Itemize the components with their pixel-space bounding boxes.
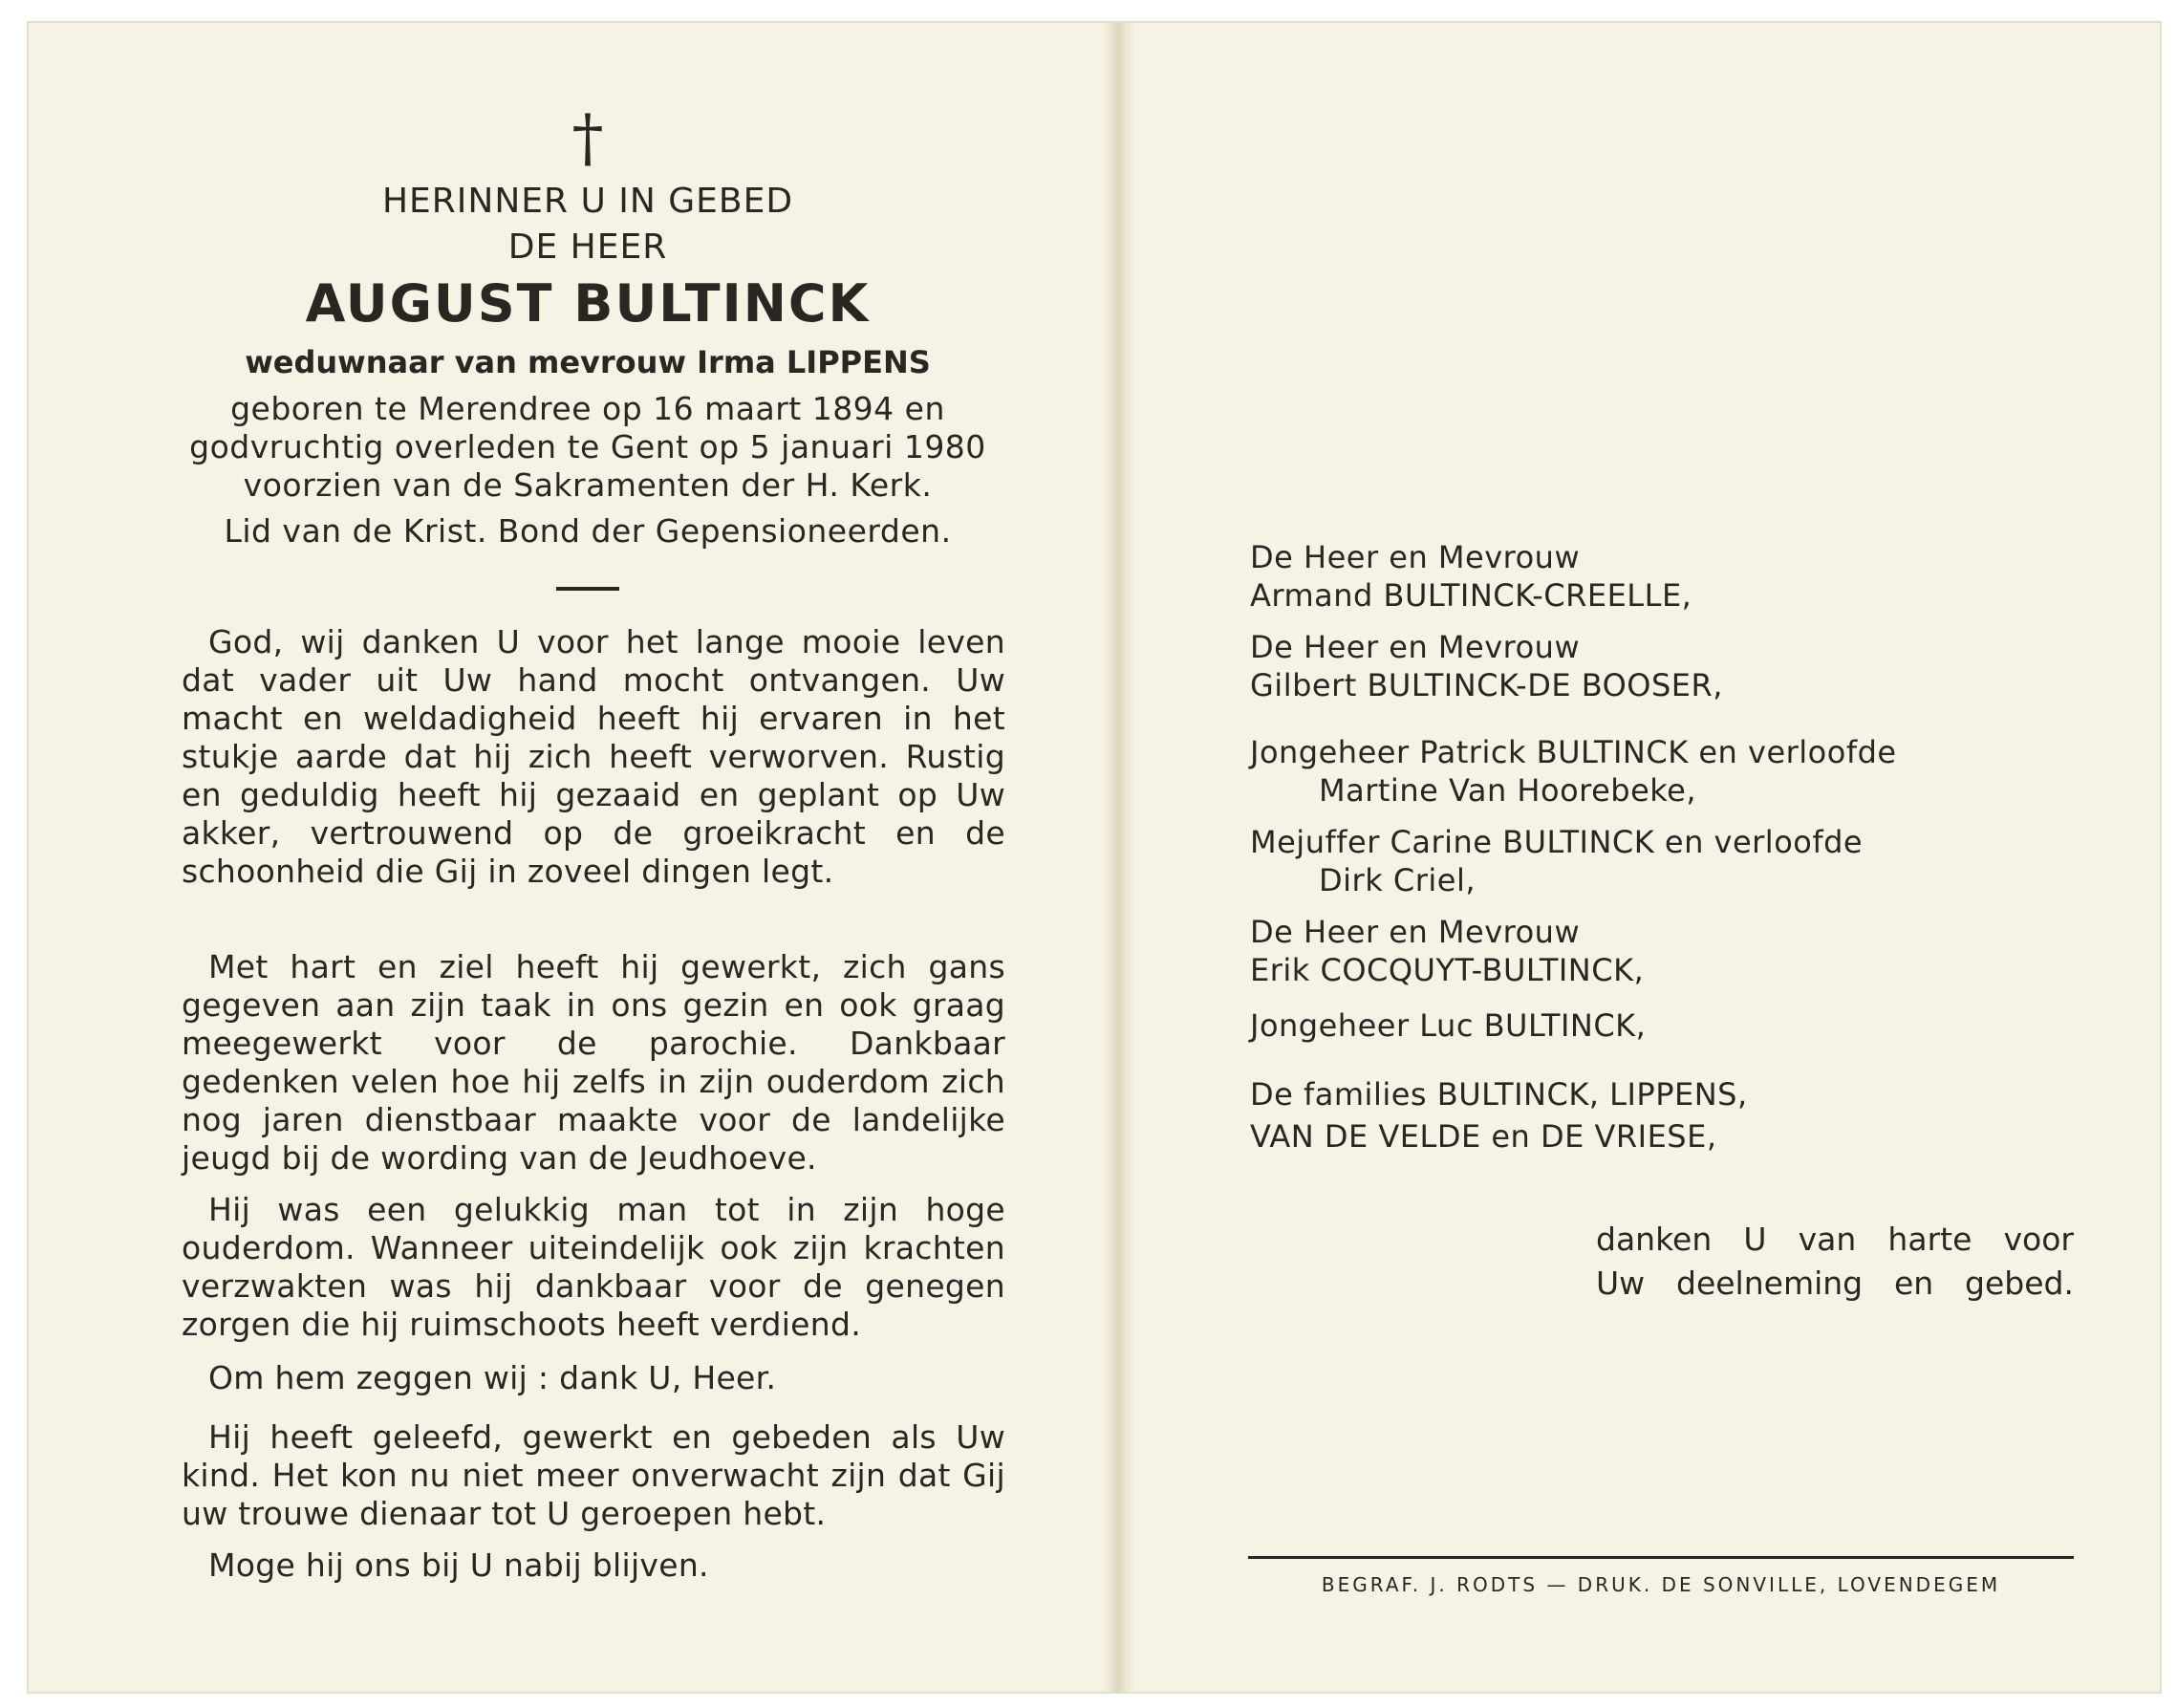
- heading-de-heer: DE HEER: [507, 227, 668, 267]
- prayer-paragraph: Moge hij ons bij U nabij blijven.: [208, 1546, 709, 1584]
- heading-remember: HERINNER U IN GEBED: [381, 182, 794, 221]
- memorial-card: [29, 23, 2160, 1692]
- family-line: Erik COCQUYT-BULTINCK,: [1250, 952, 1645, 988]
- sacraments-line: voorzien van de Sakramenten der H. Kerk.: [243, 466, 933, 504]
- prayer-paragraph: Met hart en ziel heeft hij gewerkt, zich gans gegeven aan zijn taak in ons gezin en ook graag meegewerkt voor de parochie. Dankbaar gedenken velen hoe hij zelfs in zijn ouderdom zich nog jaren dienstbaar maakte voor de landelijke jeugd bij de wording van de Jeudhoeve.: [182, 948, 1005, 1177]
- prayer-paragraph: Hij was een gelukkig man tot in zijn hoge ouderdom. Wanneer uiteindelijk ook zijn krachten verzwakten was hij dankbaar voor de genegen zorgen die hij ruimschoots heeft verdiend.: [182, 1191, 1005, 1343]
- family-line: Dirk Criel,: [1319, 862, 1476, 898]
- thanks-line: danken U van harte voor: [1596, 1221, 2074, 1258]
- family-line: Jongeheer Patrick BULTINCK en verloofde: [1250, 734, 1897, 770]
- family-line: De Heer en Mevrouw: [1250, 914, 1581, 950]
- prayer-paragraph: God, wij danken U voor het lange mooie leven dat vader uit Uw hand mocht ontvangen. Uw macht en weldadigheid heeft hij ervaren in het stukje aarde dat hij zich heeft verworven. Rustig en geduldig heeft hij gezaaid en geplant op Uw akker, vertrouwend op de groeikracht en de schoonheid die Gij in zoveel dingen legt.: [182, 623, 1005, 890]
- member-line: Lid van de Krist. Bond der Gepensioneerden.: [224, 512, 952, 550]
- family-line: VAN DE VELDE en DE VRIESE,: [1250, 1118, 1717, 1155]
- widower-line: weduwnaar van mevrouw Irma LIPPENS: [245, 344, 931, 380]
- right-panel: [1204, 23, 2083, 1692]
- left-panel: [143, 23, 1032, 1692]
- family-line: Martine Van Hoorebeke,: [1319, 772, 1697, 809]
- family-line: Mejuffer Carine BULTINCK en verloofde: [1250, 824, 1864, 860]
- printer-credit: BEGRAF. J. RODTS — DRUK. DE SONVILLE, LOVENDEGEM: [1321, 1573, 2001, 1596]
- cross-icon: †: [571, 101, 604, 175]
- born-line: geboren te Merendree op 16 maart 1894 en: [230, 390, 945, 427]
- died-line: godvruchtig overleden te Gent op 5 januari 1980: [189, 428, 986, 465]
- family-line: De families BULTINCK, LIPPENS,: [1250, 1076, 1748, 1113]
- family-line: Jongeheer Luc BULTINCK,: [1250, 1007, 1647, 1044]
- deceased-name: AUGUST BULTINCK: [305, 273, 871, 334]
- prayer-paragraph: Om hem zeggen wij : dank U, Heer.: [208, 1359, 777, 1396]
- thanks-line: Uw deelneming en gebed.: [1596, 1265, 2074, 1302]
- footer-rule: [1248, 1556, 2074, 1559]
- family-line: Armand BULTINCK-CREELLE,: [1250, 577, 1692, 614]
- family-line: De Heer en Mevrouw: [1250, 539, 1581, 575]
- prayer-paragraph: Hij heeft geleefd, gewerkt en gebeden als Uw kind. Het kon nu niet meer onverwacht zijn dat Gij uw trouwe dienaar tot U geroepen hebt.: [182, 1418, 1005, 1532]
- family-line: De Heer en Mevrouw: [1250, 629, 1581, 665]
- family-line: Gilbert BULTINCK-DE BOOSER,: [1250, 667, 1723, 703]
- card-fold: [1101, 23, 1135, 1692]
- divider: [556, 587, 619, 591]
